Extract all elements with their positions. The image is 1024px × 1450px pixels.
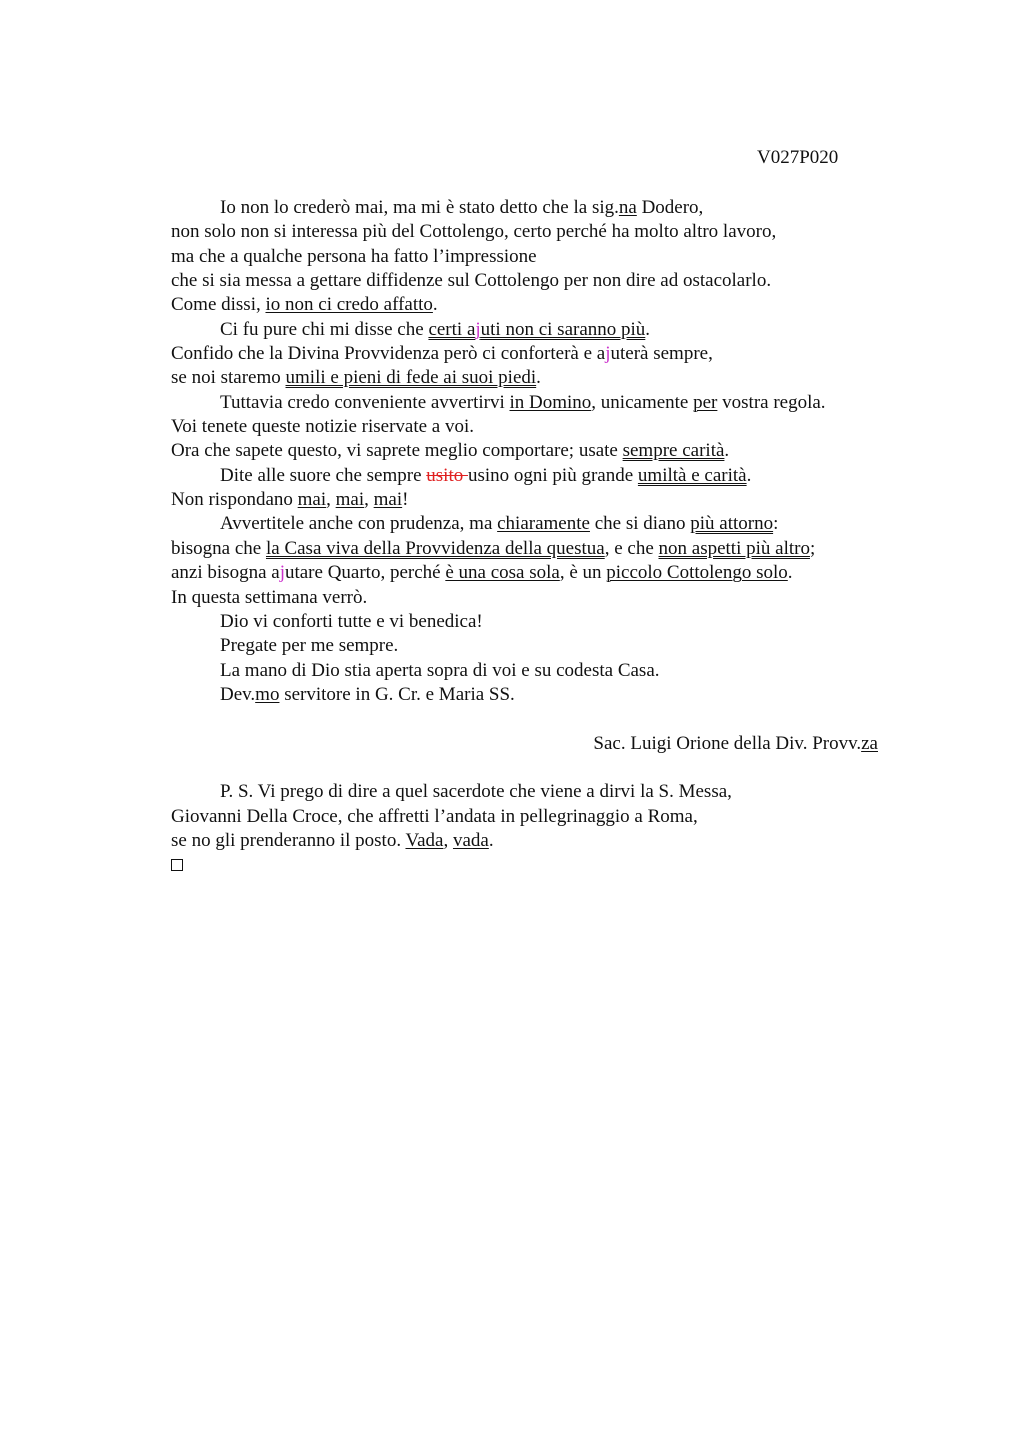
text-line: In questa settimana verrò. (171, 586, 368, 608)
text-line: non solo non si interessa più del Cottolengo, certo perché ha molto altro lavoro, (171, 221, 777, 243)
postscript-line: se no gli prenderanno il posto. Vada, vada. (171, 829, 494, 851)
text-line: Non rispondano mai, mai, mai! (171, 489, 409, 511)
text-line: Dev.mo servitore in G. Cr. e Maria SS. (220, 683, 515, 705)
text-line: Confido che la Divina Provvidenza però ci conforterà e ajuterà sempre, (171, 343, 713, 365)
signature: Sac. Luigi Orione della Div. Provv.za (593, 732, 878, 754)
text-line: Dio vi conforti tutte e vi benedica! (220, 610, 483, 632)
deleted-text: usito (426, 464, 468, 486)
text-line: se noi staremo umili e pieni di fede ai suoi piedi. (171, 367, 541, 389)
text-line: Avvertitele anche con prudenza, ma chiaramente che si diano più attorno: (220, 513, 779, 535)
postscript-line: Giovanni Della Croce, che affretti l’andata in pellegrinaggio a Roma, (171, 805, 698, 827)
end-marker (171, 853, 891, 877)
checkbox-icon (171, 859, 183, 871)
text-line: Come dissi, io non ci credo affatto. (171, 294, 438, 316)
text-line: Ci fu pure chi mi disse che certi ajuti non ci saranno più. (220, 318, 651, 340)
text-line: Ora che sapete questo, vi saprete meglio comportare; usate sempre carità. (171, 440, 730, 462)
text-line: Io non lo crederò mai, ma mi è stato detto che la sig.na Dodero, (220, 197, 704, 218)
text-line: Dite alle suore che sempre usito usino ogni più grande umiltà e carità. (220, 464, 752, 486)
text-line: anzi bisogna ajutare Quarto, perché è una cosa sola, è un piccolo Cottolengo solo. (171, 562, 793, 584)
text-line: ma che a qualche persona ha fatto l’impressione (171, 245, 537, 267)
text-line: La mano di Dio stia aperta sopra di voi e su codesta Casa. (220, 659, 660, 681)
text-line: che si sia messa a gettare diffidenze sul Cottolengo per non dire ad ostacolarlo. (171, 270, 772, 292)
letter-body (171, 196, 891, 878)
postscript-line: P. S. Vi prego di dire a quel sacerdote che viene a dirvi la S. Messa, (220, 781, 732, 803)
document-reference: V027P020 (757, 147, 839, 168)
text-line: Tuttavia credo conveniente avvertirvi in Domino, unicamente per vostra regola. (220, 391, 826, 413)
text-line: Voi tenete queste notizie riservate a voi. (171, 416, 475, 438)
text-line: bisogna che la Casa viva della Provvidenza della questua, e che non aspetti più altro; (171, 537, 816, 559)
text-line: Pregate per me sempre. (220, 635, 399, 657)
